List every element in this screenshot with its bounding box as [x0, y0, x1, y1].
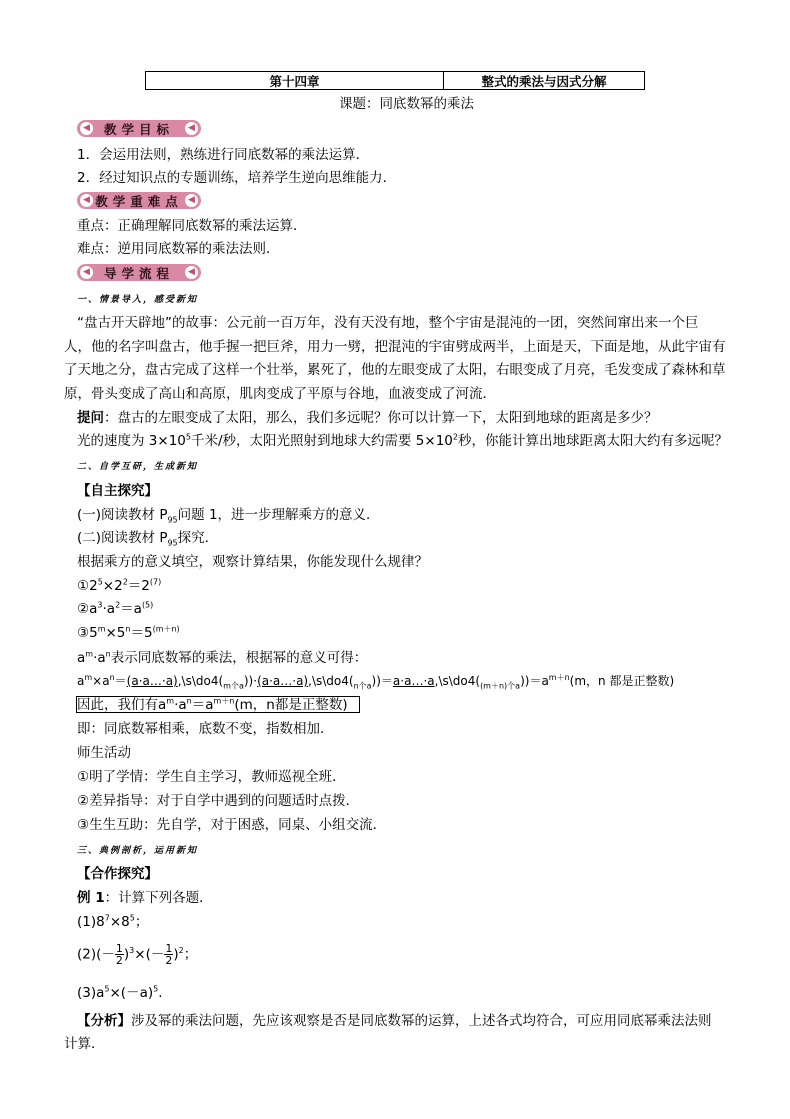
- light-speed-problem: 光的速度为 $3\times 10^5$千米/秒，太阳光照射到地球大约需要 $5\times 10^2$秒，你能计算出地球距离太阳大约有多远呢？: [77, 432, 728, 449]
- chapter-number: 第十四章: [146, 72, 444, 89]
- reading-task-2: (二)阅读教材 $P_{95}$探究．: [77, 530, 219, 548]
- badge-process: [77, 264, 201, 281]
- example-problem-2: (2)(－ $\frac{1}{2}$ )$^3$×(－ $\frac{1}{2}$ )$^2$；: [77, 942, 198, 967]
- question: [77, 410, 658, 426]
- analysis-continued: 计算．: [64, 1036, 105, 1052]
- activity-item: ②差异指导：对于自学中遇到的问题适时点拨．: [77, 793, 360, 809]
- story-line: “盘古开天辟地”的故事：公元前一百万年，没有天没有地，整个宇宙是混沌的一团，突然间窜出来一个巨: [77, 315, 699, 331]
- story-line: 了天地之分，盘古完成了这样一个壮举，累死了，他的左眼变成了太阳，右眼变成了月亮，毛发变成了森林和草: [64, 362, 726, 378]
- right-arrow-icon: ◀: [185, 266, 198, 279]
- example-title: 例 1：计算下列各题．: [77, 890, 213, 906]
- activity-item: ③生生互助：先自学，对于困惑，同桌、小组交流．: [77, 817, 387, 833]
- coop-title: 【合作探究】: [77, 866, 158, 882]
- badge-label: 导学流程: [103, 265, 174, 281]
- story-line: 人，他的名字叫盘古，他手握一把巨斧，用力一劈，把混沌的宇宙劈成两半，上面是天，下面是地，从此宇宙有: [64, 339, 726, 355]
- explore-title: 【自主探究】: [77, 483, 158, 499]
- story-line: 原，骨头变成了高山和高原，肌肉变成了平原与谷地，血液变成了河流．: [64, 386, 496, 402]
- question-label: 提问: [77, 410, 104, 426]
- key-point: 重点：正确理解同底数幂的乘法运算．: [77, 218, 307, 234]
- badge-key-points: [77, 192, 201, 209]
- fill-prompt: 根据乘方的意义填空，观察计算结果，你能发现什么规律？: [77, 554, 428, 570]
- exercise-item-3: $③5^m\times 5^n=5^{(m+n)}$: [77, 624, 180, 641]
- badge-label: 教学重难点: [95, 193, 183, 209]
- exercise-item-1: $①2^5\times 2^2=2^{(7)}$: [77, 577, 162, 594]
- objective-item: 2．经过知识点的专题训练，培养学生逆向思维能力．: [77, 170, 397, 186]
- right-arrow-icon: ◀: [185, 122, 198, 135]
- formula-conclusion: 因此，我们有$a^m\cdot a^n=a^{m+n}(m$，n都是正整数): [77, 696, 348, 713]
- badge-label: 教学目标: [103, 121, 174, 137]
- objective-item: 1．会运用法则，熟练进行同底数幂的乘法运算．: [77, 147, 370, 163]
- derivation: $a^m\times a^n=(a\cdot a\dots\cdot a),\backslash s\backslash do4(_{m个a}))\cdot(a\cdot a\dots\cdot a),\backslash s\backslash do4(_{n个a}))=a\cdot a\dots\cdot a,\backslash s\backslash do4(_{(m+n)个a}))=a^{m+n}(m$，n 都是正整数): [77, 673, 675, 691]
- lesson-title: 课题：同底数幂的乘法: [339, 96, 474, 112]
- example-problem-3: $(3)a^5\times(-a)^5$.: [77, 984, 163, 1001]
- exercise-item-2: $②a^3\cdot a^2=a^{(5)}$: [77, 600, 154, 617]
- badge-objectives: [77, 120, 201, 137]
- reading-task-1: (一)阅读教材 $P_{95}$问题 1，进一步理解乘方的意义．: [77, 507, 380, 525]
- example-problem-1: $(1)8^7\times 8^5$；: [77, 913, 149, 930]
- analysis: 【分析】涉及幂的乘法问题，先应该观察是否是同底数幂的运算，上述各式均符合，可应用同底幂乘法法则: [77, 1013, 712, 1029]
- left-arrow-icon: ◀: [80, 122, 93, 135]
- left-arrow-icon: ◀: [80, 266, 93, 279]
- activity-title: 师生活动: [77, 745, 131, 761]
- section-heading-1: 一、情景导入，感受新知: [77, 295, 199, 305]
- left-arrow-icon: ◀: [80, 194, 93, 207]
- section-heading-3: 三、典例剖析，运用新知: [77, 846, 199, 856]
- difficult-point: 难点：逆用同底数幂的乘法法则．: [77, 241, 280, 257]
- explanation: $a^m\cdot a^n$表示同底数幂的乘法，根据幂的意义可得：: [77, 649, 368, 666]
- chapter-header: [145, 71, 645, 90]
- rule-statement: 即：同底数幂相乘，底数不变，指数相加．: [77, 721, 334, 737]
- chapter-title: 整式的乘法与因式分解: [481, 73, 607, 89]
- activity-item: ①明了学情：学生自主学习，教师巡视全班．: [77, 769, 346, 785]
- right-arrow-icon: ◀: [185, 194, 198, 207]
- section-heading-2: 二、自学互研，生成新知: [77, 462, 199, 472]
- question-text: ：盘古的左眼变成了太阳，那么，我们多远呢？你可以计算一下，太阳到地球的距离是多少？: [104, 410, 658, 426]
